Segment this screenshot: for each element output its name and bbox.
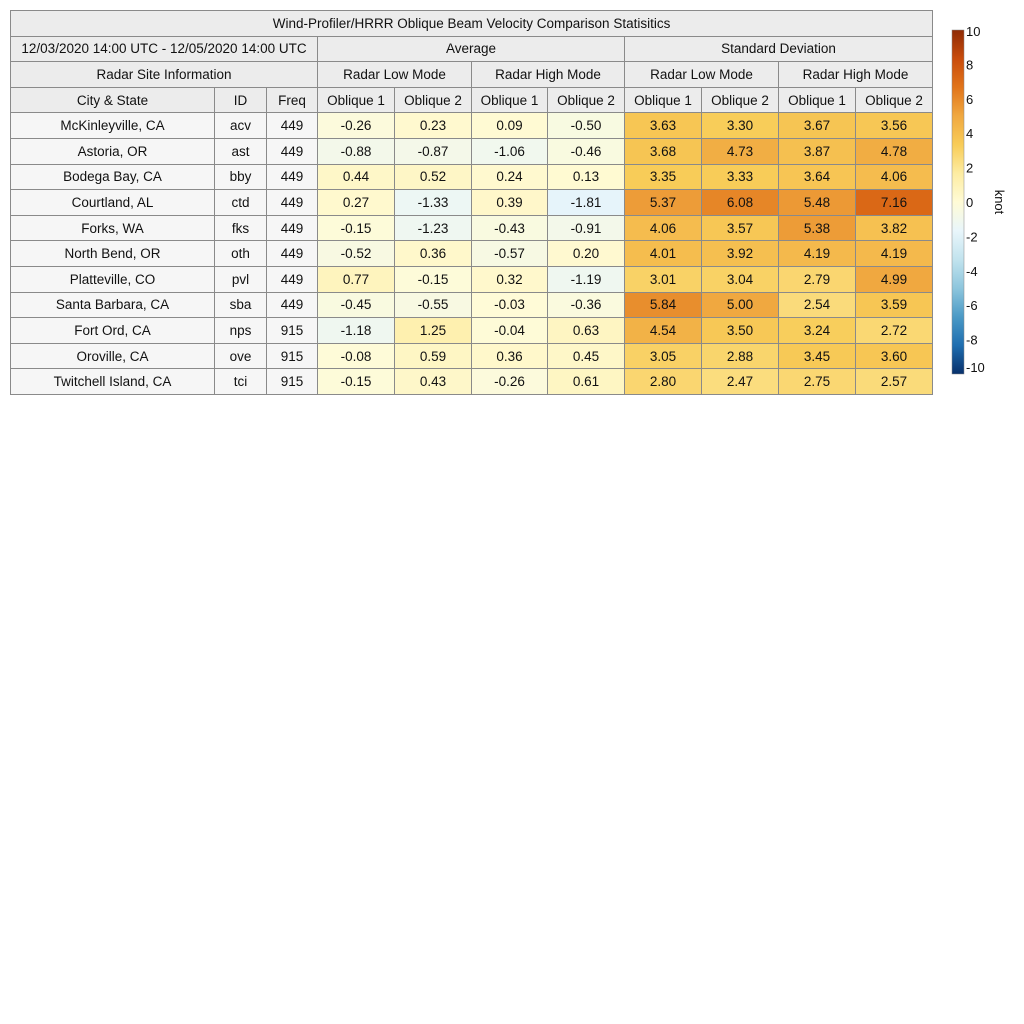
average-value-cell: -0.91 bbox=[548, 215, 625, 241]
std-dev-value-cell: 2.79 bbox=[779, 266, 856, 292]
table-row bbox=[11, 292, 933, 318]
average-value-cell: -0.52 bbox=[318, 241, 395, 267]
colorbar-tick-label: 2 bbox=[966, 160, 974, 176]
std-dev-value-cell: 3.05 bbox=[625, 343, 702, 369]
table-row bbox=[11, 241, 933, 267]
table-row bbox=[11, 215, 933, 241]
average-value-cell: 0.13 bbox=[548, 164, 625, 190]
table-row bbox=[11, 318, 933, 344]
column-header-city: City & State bbox=[11, 87, 215, 113]
table-row bbox=[11, 113, 933, 139]
std-dev-value-cell: 2.54 bbox=[779, 292, 856, 318]
std-dev-value-cell: 4.78 bbox=[856, 138, 933, 164]
std-dev-value-cell: 2.47 bbox=[702, 369, 779, 395]
column-header-oblique: Oblique 2 bbox=[702, 87, 779, 113]
std-dev-value-cell: 3.57 bbox=[702, 215, 779, 241]
std-dev-value-cell: 3.82 bbox=[856, 215, 933, 241]
std-dev-value-cell: 3.56 bbox=[856, 113, 933, 139]
table-row bbox=[11, 164, 933, 190]
average-value-cell: 0.36 bbox=[395, 241, 472, 267]
std-dev-value-cell: 2.57 bbox=[856, 369, 933, 395]
average-value-cell: -1.06 bbox=[472, 138, 548, 164]
table-row bbox=[11, 369, 933, 395]
average-value-cell: 0.20 bbox=[548, 241, 625, 267]
average-value-cell: 0.24 bbox=[472, 164, 548, 190]
site-freq: 449 bbox=[267, 164, 318, 190]
std-dev-value-cell: 5.38 bbox=[779, 215, 856, 241]
site-id: pvl bbox=[215, 266, 267, 292]
site-freq: 915 bbox=[267, 318, 318, 344]
colorbar-tick-label: -6 bbox=[966, 298, 978, 314]
average-value-cell: -0.50 bbox=[548, 113, 625, 139]
average-value-cell: 0.45 bbox=[548, 343, 625, 369]
site-id: ctd bbox=[215, 190, 267, 216]
average-value-cell: 0.59 bbox=[395, 343, 472, 369]
average-value-cell: -0.26 bbox=[318, 113, 395, 139]
site-freq: 449 bbox=[267, 138, 318, 164]
site-freq: 449 bbox=[267, 215, 318, 241]
std-dev-value-cell: 5.00 bbox=[702, 292, 779, 318]
colorbar bbox=[940, 20, 1010, 380]
colorbar-tick-label: -8 bbox=[966, 332, 978, 348]
column-header-id: ID bbox=[215, 87, 267, 113]
table-title: Wind-Profiler/HRRR Oblique Beam Velocity Comparison Statisitics bbox=[11, 11, 933, 37]
table-row bbox=[11, 266, 933, 292]
column-header-oblique: Oblique 2 bbox=[856, 87, 933, 113]
std-dev-value-cell: 4.06 bbox=[856, 164, 933, 190]
average-value-cell: -1.33 bbox=[395, 190, 472, 216]
colorbar-tick-label: -2 bbox=[966, 229, 978, 245]
column-header-freq: Freq bbox=[267, 87, 318, 113]
average-value-cell: 0.23 bbox=[395, 113, 472, 139]
site-city: Twitchell Island, CA bbox=[11, 369, 215, 395]
site-id: tci bbox=[215, 369, 267, 395]
average-value-cell: -0.04 bbox=[472, 318, 548, 344]
std-dev-value-cell: 3.64 bbox=[779, 164, 856, 190]
std-dev-value-cell: 4.73 bbox=[702, 138, 779, 164]
std-dev-value-cell: 4.19 bbox=[779, 241, 856, 267]
site-city: Fort Ord, CA bbox=[11, 318, 215, 344]
std-dev-value-cell: 3.60 bbox=[856, 343, 933, 369]
average-value-cell: 0.43 bbox=[395, 369, 472, 395]
std-dev-value-cell: 3.67 bbox=[779, 113, 856, 139]
site-freq: 915 bbox=[267, 343, 318, 369]
site-freq: 449 bbox=[267, 266, 318, 292]
average-value-cell: -0.46 bbox=[548, 138, 625, 164]
std-dev-value-cell: 3.92 bbox=[702, 241, 779, 267]
average-value-cell: -0.15 bbox=[395, 266, 472, 292]
average-header: Average bbox=[318, 36, 625, 62]
site-city: Forks, WA bbox=[11, 215, 215, 241]
colorbar-tick-label: 4 bbox=[966, 126, 974, 142]
table-row bbox=[11, 343, 933, 369]
site-city: Oroville, CA bbox=[11, 343, 215, 369]
average-value-cell: -0.43 bbox=[472, 215, 548, 241]
average-value-cell: -1.81 bbox=[548, 190, 625, 216]
std-dev-value-cell: 4.19 bbox=[856, 241, 933, 267]
std-dev-value-cell: 4.54 bbox=[625, 318, 702, 344]
colorbar-label: knot bbox=[992, 189, 1007, 215]
table-row bbox=[11, 190, 933, 216]
site-id: ove bbox=[215, 343, 267, 369]
std-dev-value-cell: 3.45 bbox=[779, 343, 856, 369]
date-range: 12/03/2020 14:00 UTC - 12/05/2020 14:00 UTC bbox=[11, 36, 318, 62]
std-dev-value-cell: 3.04 bbox=[702, 266, 779, 292]
column-header-oblique: Oblique 1 bbox=[318, 87, 395, 113]
site-id: oth bbox=[215, 241, 267, 267]
average-value-cell: 0.09 bbox=[472, 113, 548, 139]
std-dev-value-cell: 3.59 bbox=[856, 292, 933, 318]
average-value-cell: -1.23 bbox=[395, 215, 472, 241]
colorbar-ticks bbox=[966, 24, 985, 375]
average-value-cell: -0.15 bbox=[318, 369, 395, 395]
site-freq: 915 bbox=[267, 369, 318, 395]
colorbar-tick-label: 0 bbox=[966, 195, 974, 210]
average-value-cell: 0.32 bbox=[472, 266, 548, 292]
std-low-mode-header: Radar Low Mode bbox=[625, 62, 779, 88]
average-value-cell: 0.61 bbox=[548, 369, 625, 395]
std-dev-value-cell: 4.06 bbox=[625, 215, 702, 241]
stats-table bbox=[10, 10, 933, 395]
std-dev-value-cell: 3.63 bbox=[625, 113, 702, 139]
site-id: acv bbox=[215, 113, 267, 139]
std-dev-value-cell: 3.68 bbox=[625, 138, 702, 164]
site-id: sba bbox=[215, 292, 267, 318]
average-value-cell: 0.39 bbox=[472, 190, 548, 216]
std-dev-value-cell: 5.48 bbox=[779, 190, 856, 216]
column-header-oblique: Oblique 1 bbox=[472, 87, 548, 113]
colorbar-tick-label: 6 bbox=[966, 91, 974, 107]
std-dev-value-cell: 3.01 bbox=[625, 266, 702, 292]
average-value-cell: -1.18 bbox=[318, 318, 395, 344]
colorbar-tick-label: 10 bbox=[966, 24, 981, 39]
average-value-cell: -0.03 bbox=[472, 292, 548, 318]
site-city: McKinleyville, CA bbox=[11, 113, 215, 139]
average-value-cell: 0.77 bbox=[318, 266, 395, 292]
site-freq: 449 bbox=[267, 241, 318, 267]
site-info-header: Radar Site Information bbox=[11, 62, 318, 88]
std-dev-value-cell: 6.08 bbox=[702, 190, 779, 216]
average-value-cell: -0.55 bbox=[395, 292, 472, 318]
average-value-cell: -1.19 bbox=[548, 266, 625, 292]
site-city: North Bend, OR bbox=[11, 241, 215, 267]
colorbar-tick-label: -10 bbox=[966, 360, 985, 375]
column-header-oblique: Oblique 2 bbox=[548, 87, 625, 113]
std-dev-value-cell: 4.99 bbox=[856, 266, 933, 292]
site-freq: 449 bbox=[267, 190, 318, 216]
std-dev-value-cell: 7.16 bbox=[856, 190, 933, 216]
site-city: Bodega Bay, CA bbox=[11, 164, 215, 190]
average-value-cell: -0.36 bbox=[548, 292, 625, 318]
colorbar-tick-label: -4 bbox=[966, 263, 978, 279]
std-dev-value-cell: 2.88 bbox=[702, 343, 779, 369]
std-dev-value-cell: 3.87 bbox=[779, 138, 856, 164]
average-value-cell: -0.45 bbox=[318, 292, 395, 318]
average-value-cell: 0.44 bbox=[318, 164, 395, 190]
std-dev-value-cell: 2.80 bbox=[625, 369, 702, 395]
average-value-cell: -0.88 bbox=[318, 138, 395, 164]
average-value-cell: 0.27 bbox=[318, 190, 395, 216]
average-value-cell: -0.26 bbox=[472, 369, 548, 395]
site-id: nps bbox=[215, 318, 267, 344]
site-city: Astoria, OR bbox=[11, 138, 215, 164]
avg-low-mode-header: Radar Low Mode bbox=[318, 62, 472, 88]
site-freq: 449 bbox=[267, 113, 318, 139]
site-city: Santa Barbara, CA bbox=[11, 292, 215, 318]
colorbar-tick-label: 8 bbox=[966, 57, 974, 73]
average-value-cell: -0.15 bbox=[318, 215, 395, 241]
average-value-cell: 0.52 bbox=[395, 164, 472, 190]
std-dev-value-cell: 2.75 bbox=[779, 369, 856, 395]
average-value-cell: -0.87 bbox=[395, 138, 472, 164]
std-dev-value-cell: 3.24 bbox=[779, 318, 856, 344]
site-id: bby bbox=[215, 164, 267, 190]
std-high-mode-header: Radar High Mode bbox=[779, 62, 933, 88]
column-header-oblique: Oblique 1 bbox=[625, 87, 702, 113]
std-dev-header: Standard Deviation bbox=[625, 36, 933, 62]
colorbar-gradient bbox=[952, 30, 964, 374]
average-value-cell: -0.08 bbox=[318, 343, 395, 369]
table-body bbox=[11, 113, 933, 395]
std-dev-value-cell: 3.30 bbox=[702, 113, 779, 139]
avg-high-mode-header: Radar High Mode bbox=[472, 62, 625, 88]
std-dev-value-cell: 3.33 bbox=[702, 164, 779, 190]
average-value-cell: -0.57 bbox=[472, 241, 548, 267]
average-value-cell: 0.36 bbox=[472, 343, 548, 369]
std-dev-value-cell: 5.37 bbox=[625, 190, 702, 216]
column-header-oblique: Oblique 2 bbox=[395, 87, 472, 113]
average-value-cell: 0.63 bbox=[548, 318, 625, 344]
site-freq: 449 bbox=[267, 292, 318, 318]
site-city: Platteville, CO bbox=[11, 266, 215, 292]
site-id: fks bbox=[215, 215, 267, 241]
std-dev-value-cell: 4.01 bbox=[625, 241, 702, 267]
std-dev-value-cell: 5.84 bbox=[625, 292, 702, 318]
table-row bbox=[11, 138, 933, 164]
std-dev-value-cell: 3.50 bbox=[702, 318, 779, 344]
column-header-oblique: Oblique 1 bbox=[779, 87, 856, 113]
std-dev-value-cell: 3.35 bbox=[625, 164, 702, 190]
site-id: ast bbox=[215, 138, 267, 164]
std-dev-value-cell: 2.72 bbox=[856, 318, 933, 344]
site-city: Courtland, AL bbox=[11, 190, 215, 216]
average-value-cell: 1.25 bbox=[395, 318, 472, 344]
